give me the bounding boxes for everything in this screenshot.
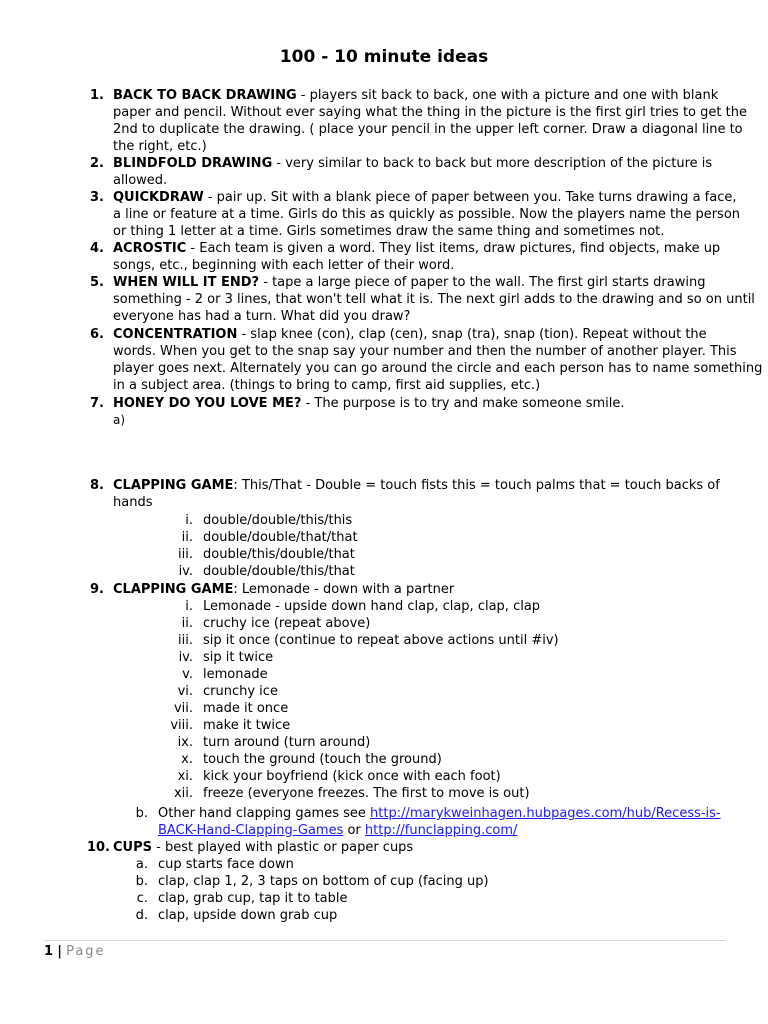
- sub-item-marker: d.: [135, 908, 148, 923]
- sub-item-text: turn around (turn around): [203, 735, 371, 750]
- sub-item-marker: v.: [182, 667, 193, 682]
- sub-item-letter: b.: [135, 806, 148, 821]
- item-number: 4.: [90, 241, 104, 256]
- sub-item-marker: c.: [136, 891, 148, 906]
- sub-item-marker: ii.: [181, 616, 193, 631]
- sub-item-text: lemonade: [203, 667, 268, 682]
- list-item: BLINDFOLD DRAWING - very similar to back to back but more description of the picture is: [113, 156, 713, 171]
- sub-item-text: kick your boyfriend (kick once with each foot): [203, 769, 501, 784]
- page-footer: 1 | Page: [44, 944, 106, 959]
- hubpages-link-cont[interactable]: BACK-Hand-Clapping-Games: [158, 823, 344, 838]
- sub-item-marker: x.: [181, 752, 193, 767]
- sub-item-marker: viii.: [170, 718, 193, 733]
- list-item-text: words. When you get to the snap say your number and then the number of another player. This: [113, 344, 737, 359]
- item-number: 9.: [90, 582, 104, 597]
- list-item-text: or thing 1 letter at a time. Girls sometimes draw the same thing and sometimes not.: [113, 224, 665, 239]
- sub-item-marker: iii.: [178, 633, 193, 648]
- sub-item-text: sip it once (continue to repeat above actions until #iv): [203, 633, 559, 648]
- sub-item-marker: iv.: [178, 564, 193, 579]
- sub-item-text: freeze (everyone freezes. The first to move is out): [203, 786, 530, 801]
- sub-item-text: double/double/this/this: [203, 513, 353, 528]
- item-number: 2.: [90, 156, 104, 171]
- list-item: CUPS - best played with plastic or paper cups: [113, 840, 414, 855]
- sub-item-marker: xii.: [173, 786, 193, 801]
- list-item-text: hands: [113, 495, 153, 510]
- list-item-text: allowed.: [113, 173, 168, 188]
- sub-item-label: a): [113, 413, 126, 427]
- sub-item-text: crunchy ice: [203, 684, 278, 699]
- list-item-text: a line or feature at a time. Girls do this as quickly as possible. Now the players name the person: [113, 207, 741, 222]
- sub-item-marker: b.: [135, 874, 148, 889]
- sub-item-marker: a.: [135, 857, 148, 872]
- sub-item-marker: i.: [185, 513, 193, 528]
- list-item-text: player goes next. Alternately you can go around the circle and each person has to name something: [113, 361, 763, 376]
- list-item: CLAPPING GAME: Lemonade - down with a partner: [113, 582, 455, 597]
- item-number: 6.: [90, 327, 104, 342]
- sub-item-text: sip it twice: [203, 650, 274, 665]
- sub-item-text: clap, clap 1, 2, 3 taps on bottom of cup (facing up): [158, 874, 489, 889]
- list-item-text: 2nd to duplicate the drawing. ( place your pencil in the upper left corner. Draw a diagonal line to: [113, 122, 743, 137]
- sub-item-text: double/this/double/that: [203, 547, 355, 562]
- funclapping-link[interactable]: http://funclapping.com/: [364, 823, 518, 838]
- sub-item-marker: vi.: [177, 684, 193, 699]
- list-item-text: in a subject area. (things to bring to camp, first aid supplies, etc.): [113, 378, 541, 393]
- list-item: Other hand clapping games see http://marykweinhagen.hubpages.com/hub/Recess-is-: [158, 806, 721, 821]
- list-item-text: everyone has had a turn. What did you draw?: [113, 309, 411, 324]
- sub-item-marker: iv.: [178, 650, 193, 665]
- item-number: 5.: [90, 275, 104, 290]
- list-item: CONCENTRATION - slap knee (con), clap (cen), snap (tra), snap (tion). Repeat without the: [113, 327, 707, 342]
- list-item-text: something - 2 or 3 lines, that won't tell what it is. The next girl adds to the drawing and so on until: [113, 292, 755, 307]
- sub-item-text: touch the ground (touch the ground): [203, 752, 442, 767]
- sub-item-text: clap, upside down grab cup: [158, 908, 338, 923]
- item-number: 8.: [90, 478, 104, 493]
- sub-item-marker: iii.: [178, 547, 193, 562]
- item-number: 3.: [90, 190, 104, 205]
- sub-item-marker: i.: [185, 599, 193, 614]
- sub-item-marker: ii.: [181, 530, 193, 545]
- hubpages-link[interactable]: http://marykweinhagen.hubpages.com/hub/Recess-is-: [370, 806, 721, 821]
- list-item: QUICKDRAW - pair up. Sit with a blank piece of paper between you. Take turns drawing a face,: [113, 190, 737, 205]
- item-number: 7.: [90, 396, 104, 411]
- sub-item-text: clap, grab cup, tap it to table: [158, 891, 348, 906]
- sub-item-text: cup starts face down: [158, 857, 294, 872]
- sub-item-text: cruchy ice (repeat above): [203, 616, 371, 631]
- list-item: CLAPPING GAME: This/That - Double = touch fists this = touch palms that = touch backs of: [113, 478, 720, 493]
- item-number: 1.: [90, 88, 104, 103]
- sub-item-text: Lemonade - upside down hand clap, clap, clap, clap: [203, 599, 541, 614]
- item-number: 10.: [86, 840, 110, 855]
- list-item: BACK-Hand-Clapping-Games or http://funclapping.com/: [158, 823, 518, 838]
- list-item: HONEY DO YOU LOVE ME? - The purpose is to try and make someone smile.: [113, 396, 625, 411]
- sub-item-text: made it once: [203, 701, 289, 716]
- sub-item-text: double/double/that/that: [203, 530, 358, 545]
- sub-item-text: make it twice: [203, 718, 291, 733]
- list-item: BACK TO BACK DRAWING - players sit back to back, one with a picture and one with blank: [113, 88, 719, 103]
- page-title: 100 - 10 minute ideas: [279, 47, 489, 67]
- sub-item-marker: vii.: [173, 701, 193, 716]
- sub-item-marker: ix.: [177, 735, 193, 750]
- sub-item-marker: xi.: [177, 769, 193, 784]
- list-item: WHEN WILL IT END? - tape a large piece of paper to the wall. The first girl starts drawing: [113, 275, 706, 290]
- footer-divider: [44, 940, 726, 941]
- sub-item-text: double/double/this/that: [203, 564, 355, 579]
- list-item-text: songs, etc., beginning with each letter of their word.: [113, 258, 455, 273]
- list-item-text: paper and pencil. Without ever saying what the thing in the picture is the first girl tries to get the: [113, 105, 747, 120]
- list-item-text: the right, etc.): [113, 139, 207, 154]
- list-item: ACROSTIC - Each team is given a word. They list items, draw pictures, find objects, make up: [113, 241, 721, 256]
